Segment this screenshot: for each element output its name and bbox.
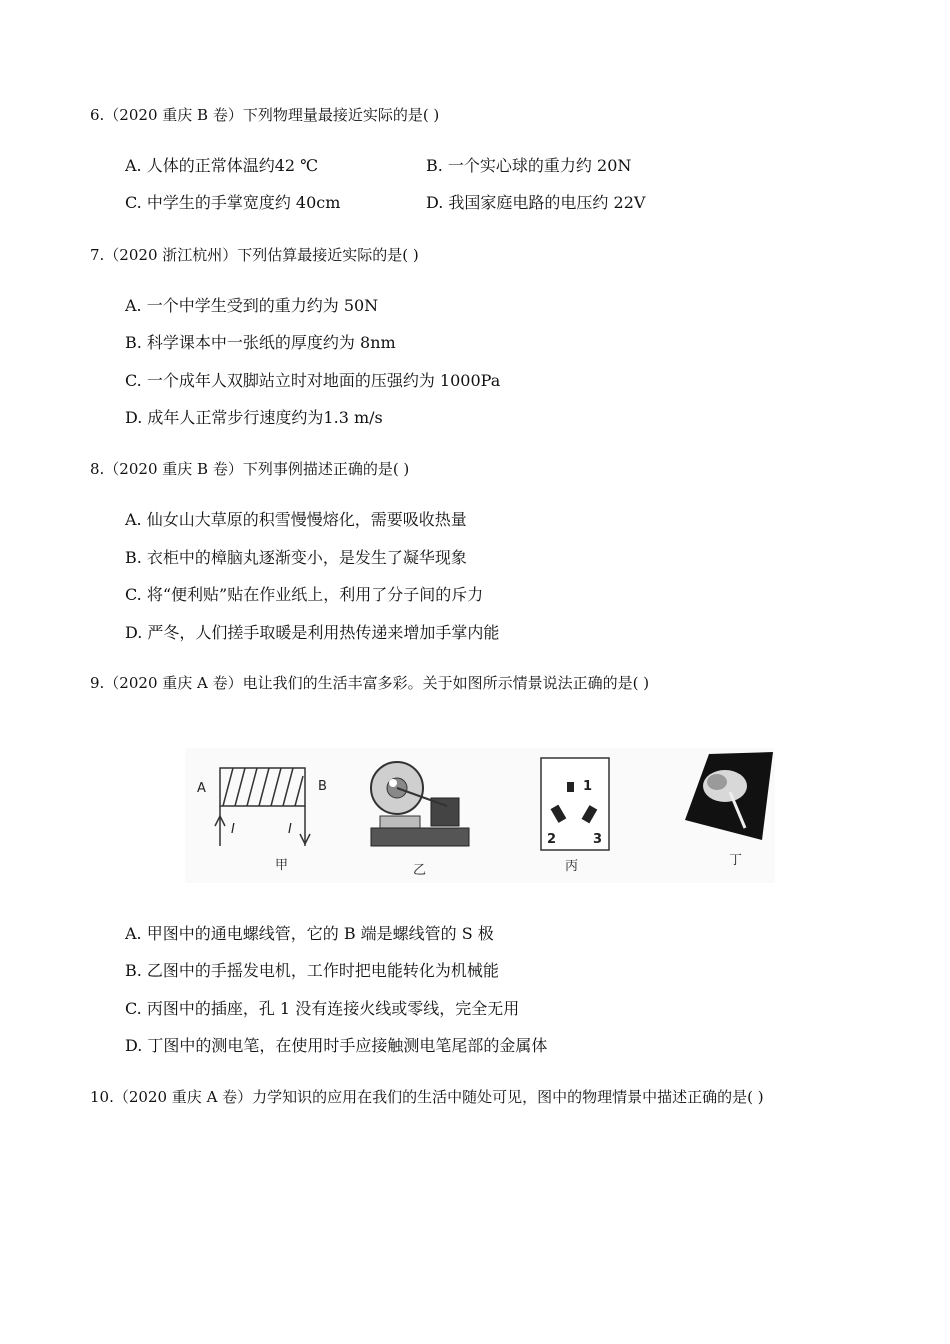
question-8-option-c: C. 将“便利贴”贴在作业纸上，利用了分子间的斥力 [125, 585, 484, 604]
figure-bing-label: 丙 [565, 859, 579, 874]
question-8-option-d: D. 严冬，人们搓手取暖是利用热传递来增加手掌内能 [125, 623, 500, 642]
question-9-option-d: D. 丁图中的测电笔，在使用时手应接触测电笔尾部的金属体 [125, 1036, 548, 1055]
socket-hole-3-label: 3 [593, 832, 603, 847]
question-7-option-c: C. 一个成年人双脚站立时对地面的压强约为 1000Pa [125, 371, 501, 390]
question-6-option-d: D. 我国家庭电路的电压约 22V [426, 193, 646, 212]
question-8-option-b: B. 衣柜中的樟脑丸逐渐变小，是发生了凝华现象 [125, 548, 467, 567]
question-9-option-c: C. 丙图中的插座，孔 1 没有连接火线或零线，完全无用 [125, 999, 520, 1018]
question-9-figure-strip [185, 748, 775, 883]
question-10-stem: 10.（2020 重庆 A 卷）力学知识的应用在我们的生活中随处可见，图中的物理情景中描述正确的是( ) [90, 1088, 764, 1106]
question-6-option-c: C. 中学生的手掌宽度约 40cm [125, 193, 341, 212]
question-9-option-a: A. 甲图中的通电螺线管，它的 B 端是螺线管的 S 极 [125, 924, 494, 943]
socket-hole-1-label: 1 [583, 779, 593, 794]
question-7-option-d: D. 成年人正常步行速度约为1.3 m/s [125, 408, 383, 427]
current-left-label: I [231, 822, 235, 837]
question-6-stem: 6.（2020 重庆 B 卷）下列物理量最接近实际的是( ) [90, 106, 440, 124]
question-6-option-b: B. 一个实心球的重力约 20N [426, 156, 632, 175]
question-9-stem: 9.（2020 重庆 A 卷）电让我们的生活丰富多彩。关于如图所示情景说法正确的是( ) [90, 674, 650, 692]
question-7-option-b: B. 科学课本中一张纸的厚度约为 8nm [125, 333, 396, 352]
question-7-stem: 7.（2020 浙江杭州）下列估算最接近实际的是( ) [90, 246, 419, 264]
question-9-option-b: B. 乙图中的手摇发电机，工作时把电能转化为机械能 [125, 961, 499, 980]
question-6-option-a: A. 人体的正常体温约42 ℃ [125, 156, 319, 175]
question-8-stem: 8.（2020 重庆 B 卷）下列事例描述正确的是( ) [90, 460, 410, 478]
figure-yi-label: 乙 [413, 863, 427, 878]
current-right-label: I [288, 822, 292, 837]
question-8-option-a: A. 仙女山大草原的积雪慢慢熔化，需要吸收热量 [125, 510, 467, 529]
figure-ding-label: 丁 [729, 853, 743, 868]
socket-hole-2-label: 2 [547, 832, 557, 847]
solenoid-end-a-label: A [197, 781, 206, 796]
solenoid-end-b-label: B [318, 779, 327, 794]
question-7-option-a: A. 一个中学生受到的重力约为 50N [125, 296, 379, 315]
figure-jia-label: 甲 [275, 858, 289, 873]
